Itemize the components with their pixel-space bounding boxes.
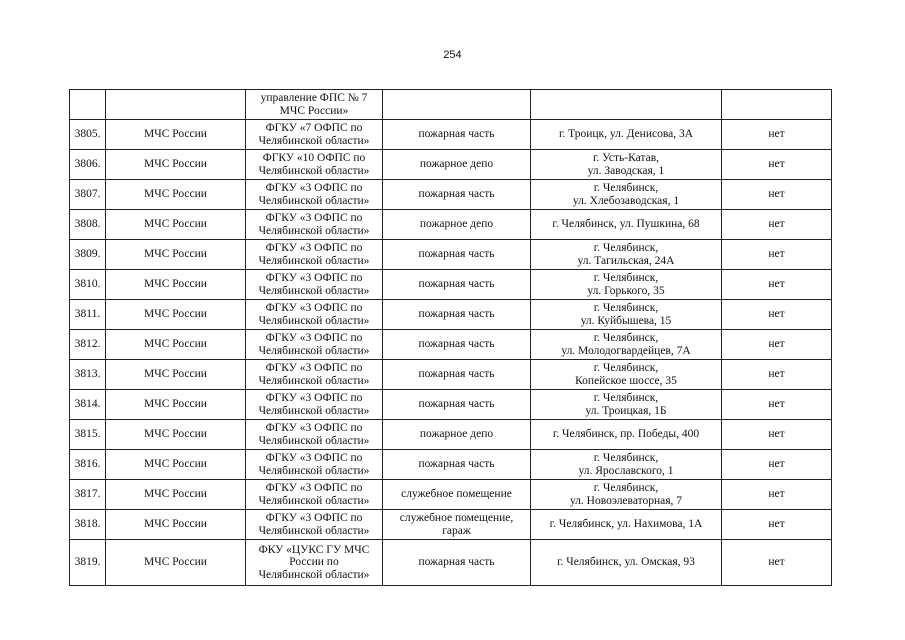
organization-line: России по xyxy=(289,556,339,569)
cell-object-type: пожарная часть xyxy=(383,540,531,586)
address-line: г. Челябинск, пр. Победы, 400 xyxy=(552,428,700,441)
table-row xyxy=(70,540,832,586)
cell-agency: МЧС России xyxy=(106,180,246,210)
cell-agency: МЧС России xyxy=(106,540,246,586)
cell-address xyxy=(531,240,722,270)
cell-value: нет xyxy=(722,330,832,360)
address-line: г. Челябинск, ул. Нахимова, 1А xyxy=(549,518,703,531)
organization-line: Челябинской области» xyxy=(258,224,370,237)
address-line: ул. Горького, 35 xyxy=(587,284,665,297)
address-line: ул. Молодогвардейцев, 7А xyxy=(561,344,691,357)
address-line: г. Челябинск, xyxy=(593,242,659,254)
registry-table xyxy=(69,89,832,586)
table-row xyxy=(70,240,832,270)
table-row xyxy=(70,480,832,510)
cell-object-type: пожарное депо xyxy=(383,420,531,450)
cell-number: 3813. xyxy=(70,360,106,390)
cell-value: нет xyxy=(722,150,832,180)
cell-number: 3807. xyxy=(70,180,106,210)
organization-line: Челябинской области» xyxy=(258,494,370,507)
cell-address xyxy=(531,450,722,480)
cell-number xyxy=(70,90,106,120)
cell-number: 3810. xyxy=(70,270,106,300)
cell-object-type: пожарное депо xyxy=(383,150,531,180)
cell-agency: МЧС России xyxy=(106,360,246,390)
cell-object-type: служебное помещение, гараж xyxy=(383,510,531,540)
organization-line: Челябинской области» xyxy=(258,374,370,387)
organization-line: ФГКУ «3 ОФПС по xyxy=(265,392,363,404)
cell-object-type: пожарная часть xyxy=(383,450,531,480)
cell-object-type: пожарная часть xyxy=(383,360,531,390)
cell-number: 3809. xyxy=(70,240,106,270)
address-line: г. Усть-Катав, xyxy=(592,152,660,164)
cell-agency: МЧС России xyxy=(106,480,246,510)
registry-table-body xyxy=(70,90,832,586)
address-line: ул. Хлебозаводская, 1 xyxy=(572,194,680,207)
cell-agency: МЧС России xyxy=(106,240,246,270)
table-row xyxy=(70,360,832,390)
table-row xyxy=(70,210,832,240)
address-line: г. Челябинск, xyxy=(593,302,659,314)
table-row xyxy=(70,150,832,180)
cell-agency: МЧС России xyxy=(106,450,246,480)
organization-line: МЧС России» xyxy=(279,104,349,117)
cell-value: нет xyxy=(722,180,832,210)
cell-object-type: пожарная часть xyxy=(383,330,531,360)
cell-organization xyxy=(246,150,383,180)
cell-organization xyxy=(246,450,383,480)
cell-agency: МЧС России xyxy=(106,300,246,330)
cell-number: 3815. xyxy=(70,420,106,450)
cell-value: нет xyxy=(722,420,832,450)
table-row-continuation xyxy=(70,90,832,120)
cell-address xyxy=(531,510,722,540)
cell-object-type: пожарная часть xyxy=(383,390,531,420)
cell-value: нет xyxy=(722,540,832,586)
cell-organization xyxy=(246,180,383,210)
cell-agency xyxy=(106,90,246,120)
cell-organization xyxy=(246,390,383,420)
cell-organization xyxy=(246,540,383,586)
cell-organization xyxy=(246,300,383,330)
organization-line: ФГКУ «3 ОФПС по xyxy=(265,302,363,314)
address-line: г. Челябинск, xyxy=(593,392,659,404)
address-line: ул. Куйбышева, 15 xyxy=(580,314,672,327)
table-row xyxy=(70,420,832,450)
cell-number: 3817. xyxy=(70,480,106,510)
cell-address xyxy=(531,270,722,300)
cell-agency: МЧС России xyxy=(106,420,246,450)
cell-agency: МЧС России xyxy=(106,150,246,180)
cell-number: 3806. xyxy=(70,150,106,180)
address-line: г. Челябинск, ул. Омская, 93 xyxy=(557,556,695,569)
organization-line: управление ФПС № 7 xyxy=(260,92,368,104)
cell-organization xyxy=(246,210,383,240)
cell-agency: МЧС России xyxy=(106,120,246,150)
organization-line: ФГКУ «3 ОФПС по xyxy=(265,452,363,464)
address-line: г. Челябинск, xyxy=(593,332,659,344)
cell-organization xyxy=(246,360,383,390)
organization-line: Челябинской области» xyxy=(258,164,370,177)
organization-line: ФГКУ «7 ОФПС по xyxy=(265,122,363,134)
cell-organization xyxy=(246,330,383,360)
cell-address xyxy=(531,180,722,210)
organization-line: ФГКУ «3 ОФПС по xyxy=(265,242,363,254)
cell-value xyxy=(722,90,832,120)
organization-line: ФГКУ «3 ОФПС по xyxy=(265,512,363,524)
address-line: г. Челябинск, xyxy=(593,182,659,194)
organization-line: ФГКУ «3 ОФПС по xyxy=(265,422,363,434)
address-line: ул. Заводская, 1 xyxy=(587,164,665,177)
cell-value: нет xyxy=(722,120,832,150)
cell-address xyxy=(531,360,722,390)
cell-object-type: пожарная часть xyxy=(383,270,531,300)
cell-address xyxy=(531,330,722,360)
organization-line: Челябинской области» xyxy=(258,314,370,327)
address-line: г. Челябинск, xyxy=(593,362,659,374)
cell-value: нет xyxy=(722,510,832,540)
cell-address xyxy=(531,540,722,586)
cell-value: нет xyxy=(722,480,832,510)
cell-address xyxy=(531,90,722,120)
organization-line: Челябинской области» xyxy=(258,524,370,537)
organization-line: Челябинской области» xyxy=(258,344,370,357)
address-line: г. Троицк, ул. Денисова, 3А xyxy=(558,128,694,141)
cell-number: 3811. xyxy=(70,300,106,330)
cell-organization xyxy=(246,240,383,270)
cell-value: нет xyxy=(722,270,832,300)
cell-address xyxy=(531,420,722,450)
table-row xyxy=(70,120,832,150)
organization-line: Челябинской области» xyxy=(258,254,370,267)
cell-value: нет xyxy=(722,240,832,270)
address-line: ул. Троицкая, 1Б xyxy=(585,404,667,417)
organization-line: Челябинской области» xyxy=(258,404,370,417)
organization-line: ФГКУ «3 ОФПС по xyxy=(265,482,363,494)
cell-organization xyxy=(246,270,383,300)
cell-number: 3819. xyxy=(70,540,106,586)
cell-number: 3812. xyxy=(70,330,106,360)
address-line: г. Челябинск, xyxy=(593,272,659,284)
organization-line: ФГКУ «3 ОФПС по xyxy=(265,362,363,374)
organization-line: Челябинской области» xyxy=(258,284,370,297)
cell-number: 3814. xyxy=(70,390,106,420)
cell-number: 3805. xyxy=(70,120,106,150)
cell-number: 3808. xyxy=(70,210,106,240)
cell-agency: МЧС России xyxy=(106,510,246,540)
address-line: г. Челябинск, ул. Пушкина, 68 xyxy=(552,218,700,231)
cell-address xyxy=(531,210,722,240)
organization-line: ФГКУ «3 ОФПС по xyxy=(265,212,363,224)
cell-object-type: пожарная часть xyxy=(383,180,531,210)
cell-object-type xyxy=(383,90,531,120)
organization-line: ФГКУ «3 ОФПС по xyxy=(265,332,363,344)
cell-agency: МЧС России xyxy=(106,390,246,420)
cell-agency: МЧС России xyxy=(106,270,246,300)
cell-object-type: пожарное депо xyxy=(383,210,531,240)
table-row xyxy=(70,300,832,330)
table-row xyxy=(70,390,832,420)
cell-organization xyxy=(246,510,383,540)
organization-line: Челябинской области» xyxy=(258,434,370,447)
cell-value: нет xyxy=(722,300,832,330)
cell-object-type: пожарная часть xyxy=(383,240,531,270)
cell-value: нет xyxy=(722,450,832,480)
cell-address xyxy=(531,480,722,510)
table-row xyxy=(70,330,832,360)
cell-value: нет xyxy=(722,360,832,390)
cell-address xyxy=(531,120,722,150)
page-number: 254 xyxy=(443,49,462,61)
table-row xyxy=(70,450,832,480)
cell-value: нет xyxy=(722,390,832,420)
cell-number: 3816. xyxy=(70,450,106,480)
cell-value: нет xyxy=(722,210,832,240)
organization-line: Челябинской области» xyxy=(258,194,370,207)
organization-line: Челябинской области» xyxy=(258,568,370,581)
organization-line: Челябинской области» xyxy=(258,134,370,147)
organization-line: ФГКУ «3 ОФПС по xyxy=(265,182,363,194)
table-row xyxy=(70,510,832,540)
cell-organization xyxy=(246,120,383,150)
address-line: Копейское шоссе, 35 xyxy=(575,374,677,387)
cell-agency: МЧС России xyxy=(106,210,246,240)
organization-line: ФКУ «ЦУКС ГУ МЧС xyxy=(258,543,370,556)
table-row xyxy=(70,270,832,300)
cell-organization xyxy=(246,90,383,120)
cell-number: 3818. xyxy=(70,510,106,540)
cell-address xyxy=(531,390,722,420)
address-line: ул. Новоэлеваторная, 7 xyxy=(569,494,683,507)
address-line: г. Челябинск, xyxy=(593,452,659,464)
cell-address xyxy=(531,300,722,330)
address-line: ул. Ярославского, 1 xyxy=(578,464,674,477)
cell-organization xyxy=(246,420,383,450)
table-row xyxy=(70,180,832,210)
address-line: ул. Тагильская, 24А xyxy=(577,254,675,267)
cell-organization xyxy=(246,480,383,510)
organization-line: ФГКУ «10 ОФПС по xyxy=(262,152,366,164)
organization-line: ФГКУ «3 ОФПС по xyxy=(265,272,363,284)
cell-address xyxy=(531,150,722,180)
cell-object-type: пожарная часть xyxy=(383,300,531,330)
address-line: г. Челябинск, xyxy=(593,482,659,494)
cell-object-type: пожарная часть xyxy=(383,120,531,150)
cell-agency: МЧС России xyxy=(106,330,246,360)
cell-object-type: служебное помещение xyxy=(383,480,531,510)
organization-line: Челябинской области» xyxy=(258,464,370,477)
